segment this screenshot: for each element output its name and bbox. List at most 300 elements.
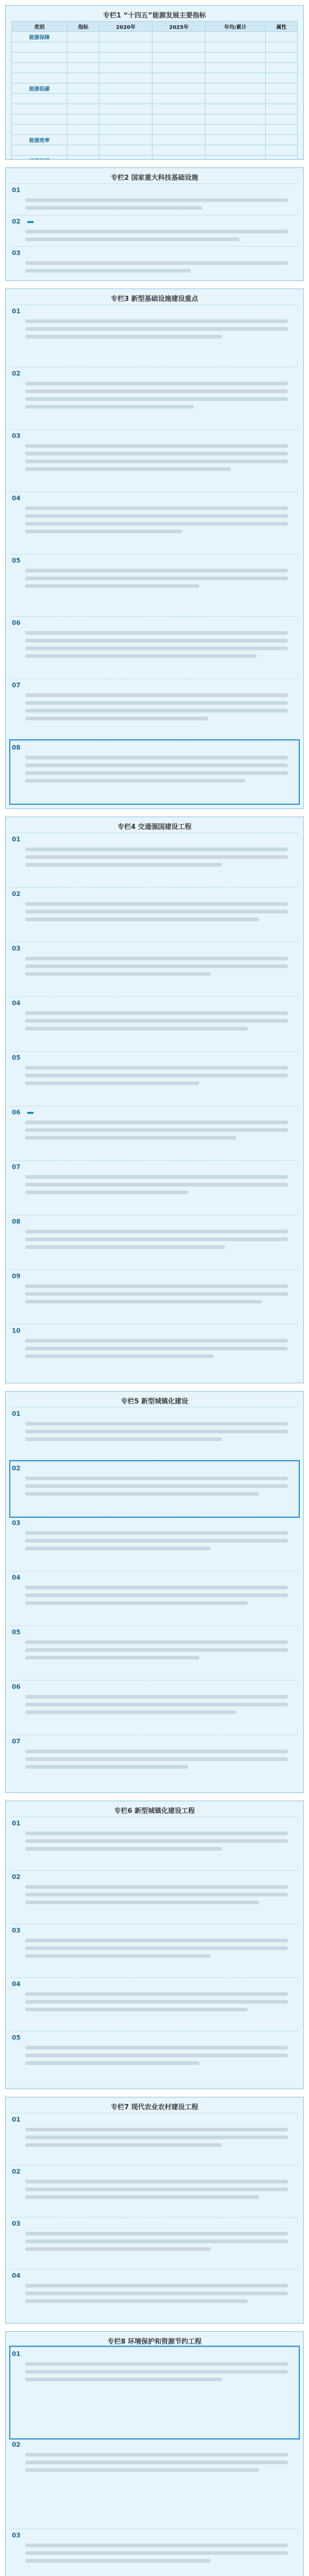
table-row (12, 156, 298, 160)
item-number: 04 (12, 1574, 21, 1581)
body-text-line (25, 261, 288, 265)
body-text-line (25, 2128, 288, 2131)
item-number: 05 (12, 1054, 21, 1061)
section-title: 专栏7 现代农业农村建设工程 (111, 2104, 198, 2111)
body-text-line (25, 2232, 288, 2235)
body-text-line (25, 1954, 211, 1958)
body-text-line (25, 230, 288, 233)
body-text-line (25, 1601, 248, 1605)
item-number: 01 (12, 2116, 21, 2123)
body-text-line (25, 631, 288, 635)
table-row (12, 73, 298, 83)
table-cell (265, 135, 297, 145)
body-text-line (25, 1230, 288, 1233)
body-text-line (25, 1847, 222, 1851)
body-text-line (25, 2054, 288, 2057)
table-cell (152, 53, 205, 63)
table-category-cell (12, 73, 67, 83)
body-text-line (25, 467, 231, 471)
item-heading (12, 2033, 297, 2042)
item-heading (12, 249, 297, 257)
body-text-line (25, 319, 288, 323)
body-text-line (25, 779, 245, 783)
body-text-line (25, 1128, 288, 1132)
body-text-line (25, 1531, 288, 1535)
section-item (11, 183, 298, 215)
body-text-line (25, 639, 288, 642)
item-heading (12, 1737, 297, 1745)
body-text-line (25, 1939, 288, 1942)
table-category-cell (12, 114, 67, 125)
body-text-line (25, 1354, 214, 1358)
item-number: 01 (12, 308, 21, 315)
table-cell (99, 53, 152, 63)
body-text-line (25, 2143, 222, 2147)
section-item (11, 679, 298, 741)
table-category-cell: 能源低碳 (12, 83, 67, 94)
section-box (5, 289, 304, 809)
table-title: 专栏1 “十四五”能源发展主要指标 (103, 12, 206, 20)
body-text-line (25, 764, 288, 767)
section-title: 专栏6 新型城镇化建设工程 (114, 1807, 195, 1815)
body-text-line (25, 569, 288, 572)
body-text-line (25, 1422, 288, 1426)
section-items (6, 304, 303, 803)
item-heading (12, 2167, 297, 2176)
item-number: 01 (12, 1410, 21, 1417)
body-text-line (25, 1640, 288, 1644)
table-cell (99, 94, 152, 104)
item-heading (12, 186, 297, 194)
section-box (5, 817, 304, 1383)
table-cell (205, 53, 265, 63)
table-row (12, 145, 298, 156)
section-box (5, 2097, 304, 2324)
body-text-line (25, 1946, 288, 1950)
table-category-cell (12, 156, 67, 160)
body-text-line (25, 1284, 288, 1288)
table-cell (265, 83, 297, 94)
body-text-line (25, 647, 288, 650)
item-number: 07 (12, 682, 21, 689)
body-text-line (25, 972, 211, 976)
body-text-line (25, 1019, 288, 1023)
body-text-line (25, 452, 288, 455)
section-item (11, 1462, 298, 1516)
table-row (12, 42, 298, 53)
item-heading (12, 1217, 297, 1226)
item-number: 08 (12, 744, 21, 751)
section-item (11, 1160, 298, 1215)
item-number: 02 (12, 1873, 21, 1880)
table-cell (152, 42, 205, 53)
section-item (11, 996, 298, 1051)
body-text-line (25, 1547, 211, 1550)
highlighted-phrase (27, 221, 33, 223)
item-number: 04 (12, 495, 21, 502)
item-number: 02 (12, 2441, 21, 2448)
section-item (11, 2031, 298, 2084)
table-row (12, 114, 298, 125)
item-number: 03 (12, 1927, 21, 1934)
table-cell (67, 94, 99, 104)
body-text-line (25, 1477, 288, 1480)
item-heading (12, 432, 297, 440)
section-item (11, 1269, 298, 1324)
body-text-line (25, 918, 259, 921)
body-text-line (25, 2292, 288, 2295)
section-title: 专栏4 交通强国建设工程 (117, 823, 192, 831)
item-number: 04 (12, 1980, 21, 1988)
section-items (6, 1407, 303, 1789)
body-text-line (25, 848, 288, 851)
body-text-line (25, 2284, 288, 2287)
item-number: 02 (12, 218, 21, 225)
item-number: 04 (12, 2272, 21, 2279)
table-cell (205, 125, 265, 135)
item-number: 07 (12, 1163, 21, 1171)
body-text-line (25, 522, 288, 526)
body-text-line (25, 198, 288, 202)
table-cell (152, 83, 205, 94)
table-category-cell (12, 63, 67, 73)
section-item (11, 1571, 298, 1625)
table-cell (152, 135, 205, 145)
section-item (11, 1407, 298, 1462)
item-heading (12, 1628, 297, 1636)
body-text-line (25, 2559, 211, 2563)
item-heading (12, 1163, 297, 1171)
body-text-line (25, 405, 194, 409)
body-text-line (25, 717, 208, 720)
body-text-line (25, 389, 288, 393)
section-item (11, 2165, 298, 2217)
table-cell (265, 63, 297, 73)
body-text-line (25, 1832, 288, 1835)
highlighted-phrase (27, 1112, 33, 1114)
body-text-line (25, 756, 288, 759)
body-text-line (25, 1765, 188, 1769)
body-text-line (25, 1484, 288, 1488)
table-row (12, 32, 298, 42)
table-category-cell (12, 104, 67, 114)
table-cell (67, 42, 99, 53)
section-item (11, 429, 298, 492)
body-text-line (25, 1245, 225, 1249)
table-row (12, 83, 298, 94)
body-text-line (25, 1347, 288, 1350)
body-text-line (25, 2461, 288, 2464)
table-category-cell: 能源效率 (12, 135, 67, 145)
item-heading (12, 999, 297, 1007)
item-number: 03 (12, 2220, 21, 2227)
body-text-line (25, 577, 288, 580)
body-text-line (25, 1893, 288, 1896)
section-item (11, 2113, 298, 2165)
table-category-cell (12, 42, 67, 53)
table-cell (99, 104, 152, 114)
body-text-line (25, 2061, 199, 2065)
table-category-cell (12, 53, 67, 63)
body-text-line (25, 1136, 236, 1140)
table-row (12, 104, 298, 114)
table-category-cell (12, 94, 67, 104)
body-text-line (25, 1648, 288, 1652)
section-box (5, 167, 304, 281)
table-header-cell: 属性 (265, 22, 297, 32)
body-text-line (25, 1183, 288, 1187)
section-item (11, 1324, 298, 1379)
item-heading (12, 1926, 297, 1935)
body-text-line (25, 2468, 259, 2472)
body-text-line (25, 693, 288, 697)
table-header-cell: 2020年 (99, 22, 152, 32)
body-text-line (25, 1175, 288, 1179)
item-number: 02 (12, 370, 21, 377)
table-cell (205, 156, 265, 160)
body-text-line (25, 957, 288, 960)
table-cell (67, 73, 99, 83)
section-item (11, 2217, 298, 2269)
item-number: 05 (12, 1629, 21, 1636)
body-text-line (25, 530, 182, 533)
body-text-line (25, 206, 202, 210)
item-heading (12, 217, 297, 226)
table-row (12, 94, 298, 104)
table-cell (205, 73, 265, 83)
body-text-line (25, 771, 288, 775)
table-cell (67, 32, 99, 42)
section-title: 专栏8 环境保护和资源节约工程 (107, 2338, 202, 2346)
section-item (11, 2269, 298, 2321)
body-text-line (25, 1081, 199, 1085)
body-text-line (25, 1292, 288, 1296)
section-item (11, 246, 298, 278)
section-item (11, 1051, 298, 1106)
table-cell (152, 32, 205, 42)
table-category-cell (12, 145, 67, 156)
body-text-line (25, 2136, 288, 2139)
section-item (11, 887, 298, 942)
body-text-line (25, 1750, 288, 1753)
body-text-line (25, 2240, 288, 2243)
item-number: 05 (12, 557, 21, 564)
body-text-line (25, 238, 239, 241)
table-row (12, 53, 298, 63)
body-text-line (25, 2000, 288, 2004)
section-items (6, 2347, 303, 2576)
body-text-line (25, 1430, 288, 1433)
body-text-line (25, 460, 288, 463)
table-cell (265, 156, 297, 160)
table-cell (99, 42, 152, 53)
table-cell (99, 83, 152, 94)
body-text-line (25, 1992, 288, 1996)
table-cell (152, 156, 205, 160)
body-text-line (25, 2180, 288, 2183)
item-number: 02 (12, 890, 21, 897)
item-heading (12, 1327, 297, 1335)
item-heading (12, 1108, 297, 1116)
item-heading (12, 1980, 297, 1988)
table-cell (67, 83, 99, 94)
item-number: 03 (12, 249, 21, 257)
table-cell (152, 125, 205, 135)
body-text-line (25, 2378, 222, 2381)
body-text-line (25, 2370, 288, 2374)
item-number: 04 (12, 999, 21, 1007)
table-cell (265, 32, 297, 42)
table-cell (99, 135, 152, 145)
table-cell (152, 94, 205, 104)
section-item (11, 215, 298, 246)
table-cell (99, 114, 152, 125)
item-number: 06 (12, 1109, 21, 1116)
table-row (12, 63, 298, 73)
table-cell (265, 73, 297, 83)
body-text-line (25, 1757, 288, 1761)
section-title: 专栏3 新型基础设施建设重点 (111, 295, 198, 303)
table-cell (67, 104, 99, 114)
table-cell (205, 94, 265, 104)
section-item (11, 2347, 298, 2438)
table-cell (205, 135, 265, 145)
table-cell (205, 83, 265, 94)
table-category-cell: 能源保障 (12, 32, 67, 42)
table-cell (99, 73, 152, 83)
body-text-line (25, 2195, 259, 2199)
body-text-line (25, 1074, 288, 1077)
section-items (6, 833, 303, 1379)
item-number: 03 (12, 432, 21, 439)
item-heading (12, 1683, 297, 1691)
item-number: 06 (12, 619, 21, 626)
table-cell (205, 114, 265, 125)
table-header-cell: 2025年 (152, 22, 205, 32)
section-item (11, 833, 298, 887)
table-cell (67, 135, 99, 145)
section-item (11, 1215, 298, 1269)
body-text-line (25, 1703, 288, 1706)
body-text-line (25, 1710, 236, 1714)
table-cell (265, 145, 297, 156)
body-text-line (25, 1885, 288, 1889)
indicator-table-box (5, 5, 304, 160)
section-box (5, 1801, 304, 2089)
table-cell (67, 114, 99, 125)
table-header-cell: 指标 (67, 22, 99, 32)
body-text-line (25, 2188, 288, 2191)
body-text-line (25, 1656, 199, 1659)
table-cell (205, 63, 265, 73)
body-text-line (25, 584, 199, 588)
body-text-line (25, 902, 288, 906)
body-text-line (25, 2008, 248, 2011)
table-cell (265, 42, 297, 53)
table-cell (67, 63, 99, 73)
body-text-line (25, 2453, 288, 2456)
table-cell (67, 145, 99, 156)
body-text-line (25, 506, 288, 510)
item-number: 02 (12, 2168, 21, 2175)
body-text-line (25, 1011, 288, 1015)
table-cell (67, 53, 99, 63)
item-heading (12, 1272, 297, 1280)
section-items (6, 2113, 303, 2321)
indicator-table (11, 21, 298, 160)
body-text-line (25, 1066, 288, 1070)
section-box (5, 2331, 304, 2576)
table-cell (265, 125, 297, 135)
body-text-line (25, 514, 288, 518)
body-text-line (25, 910, 288, 913)
item-heading (12, 369, 297, 378)
body-text-line (25, 855, 288, 859)
body-text-line (25, 1300, 262, 1303)
body-text-line (25, 1586, 288, 1589)
body-text-line (25, 382, 288, 385)
item-number: 05 (12, 2034, 21, 2041)
item-heading (12, 2531, 297, 2539)
table-header-cell: 年均/累计 (205, 22, 265, 32)
section-box (5, 1391, 304, 1793)
table-header-cell: 类别 (12, 22, 67, 32)
table-cell (99, 32, 152, 42)
table-cell (152, 73, 205, 83)
item-heading (12, 494, 297, 502)
body-text-line (25, 2247, 211, 2251)
item-heading (12, 2219, 297, 2228)
item-number: 10 (12, 1327, 21, 1334)
body-text-line (25, 2362, 288, 2366)
table-cell (265, 104, 297, 114)
item-heading (12, 556, 297, 565)
section-item (11, 942, 298, 996)
table-cell (265, 94, 297, 104)
body-text-line (25, 1027, 248, 1030)
section-title: 专栏2 国家重大科技基础设施 (111, 174, 198, 182)
section-item (11, 741, 298, 803)
table-cell (99, 145, 152, 156)
table-cell (152, 145, 205, 156)
section-item (11, 1977, 298, 2031)
body-text-line (25, 2551, 288, 2555)
body-text-line (25, 1121, 288, 1124)
body-text-line (25, 327, 288, 331)
body-text-line (25, 2544, 288, 2547)
body-text-line (25, 709, 288, 713)
item-number: 03 (12, 945, 21, 952)
section-item (11, 1817, 298, 1870)
body-text-line (25, 1437, 222, 1441)
body-text-line (25, 1492, 259, 1496)
table-cell (99, 156, 152, 160)
table-cell (152, 63, 205, 73)
item-heading (12, 1519, 297, 1527)
item-heading (12, 2441, 297, 2449)
section-item (11, 2438, 298, 2529)
body-text-line (25, 1539, 288, 1543)
item-number: 07 (12, 1738, 21, 1745)
table-cell (205, 145, 265, 156)
section-item (11, 1870, 298, 1924)
section-item (11, 1924, 298, 1977)
table-cell (152, 104, 205, 114)
table-cell (67, 125, 99, 135)
body-text-line (25, 2046, 288, 2049)
body-text-line (25, 863, 222, 867)
item-heading (12, 1873, 297, 1881)
